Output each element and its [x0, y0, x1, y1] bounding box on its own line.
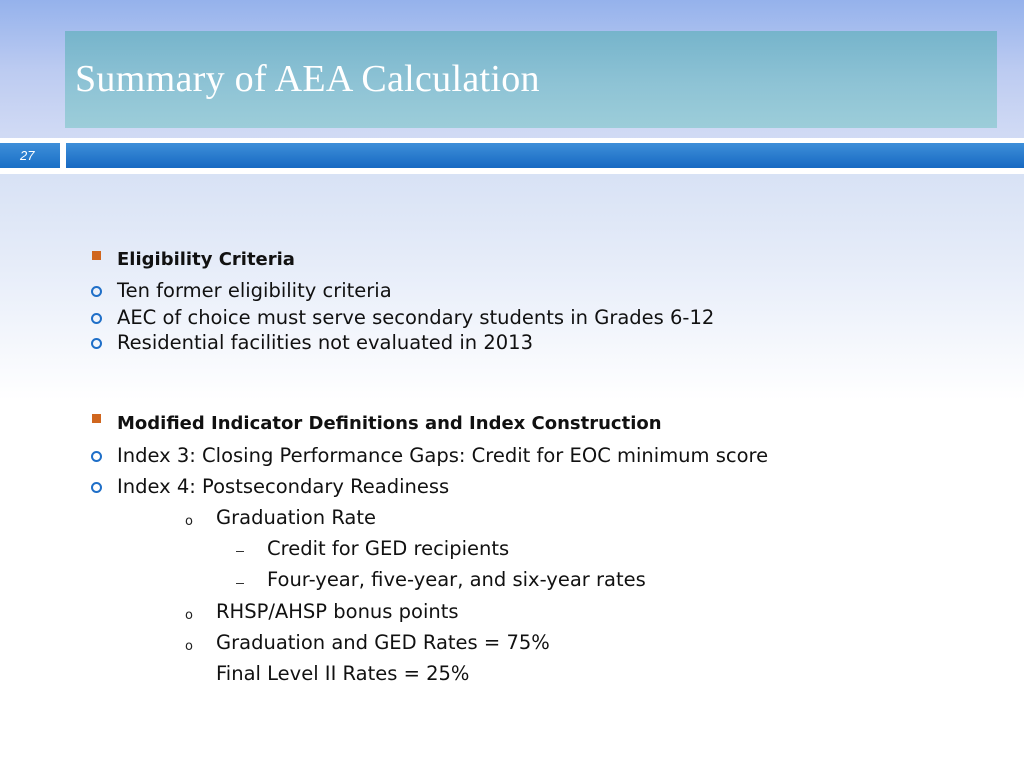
- list-item: Residential facilities not evaluated in 2013: [117, 331, 533, 354]
- slide-title: Summary of AEA Calculation: [75, 58, 540, 100]
- ring-bullet-icon: [91, 313, 102, 324]
- circle-bullet-icon: o: [185, 608, 193, 623]
- ring-bullet-icon: [91, 338, 102, 349]
- list-item: Index 4: Postsecondary Readiness: [117, 475, 450, 498]
- list-item: AEC of choice must serve secondary students in Grades 6-12: [117, 306, 715, 329]
- circle-bullet-icon: o: [185, 514, 193, 529]
- sub-list-item: RHSP/AHSP bonus points: [216, 600, 459, 623]
- section-heading-indicators: Modified Indicator Definitions and Index Construction: [117, 413, 662, 434]
- square-bullet-icon: [92, 414, 101, 423]
- sub-sub-list-item: Four-year, five-year, and six-year rates: [267, 568, 646, 591]
- section-heading-eligibility: Eligibility Criteria: [117, 249, 295, 270]
- list-item: Index 3: Closing Performance Gaps: Credit for EOC minimum score: [117, 444, 769, 467]
- ring-bullet-icon: [91, 482, 102, 493]
- ring-bullet-icon: [91, 451, 102, 462]
- ring-bullet-icon: [91, 286, 102, 297]
- dash-bullet-icon: [236, 583, 244, 584]
- sub-list-continuation: Final Level II Rates = 25%: [216, 662, 470, 685]
- slide-number: 27: [0, 143, 60, 168]
- dash-bullet-icon: [236, 551, 244, 552]
- sub-list-item: Graduation and GED Rates = 75%: [216, 631, 550, 654]
- sub-sub-list-item: Credit for GED recipients: [267, 537, 510, 560]
- square-bullet-icon: [92, 251, 101, 260]
- list-item: Ten former eligibility criteria: [117, 279, 392, 302]
- sub-list-item: Graduation Rate: [216, 506, 377, 529]
- circle-bullet-icon: o: [185, 639, 193, 654]
